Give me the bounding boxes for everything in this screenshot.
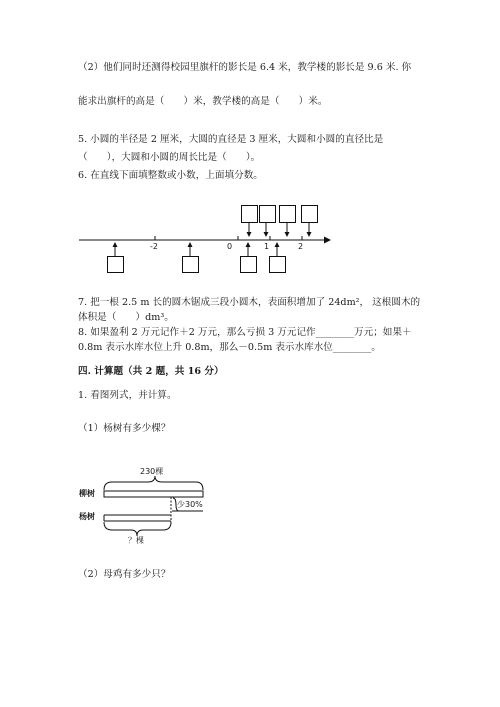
diagram-less-label: 少30% xyxy=(177,500,203,509)
q7-line2: 体积是（ ）dm³。 xyxy=(78,312,174,323)
q8-line1: 8. 如果盈利 2 万元记作＋2 万元，那么亏损 3 万元记作________万元；如果＋ xyxy=(78,327,412,338)
diagram-unknown-label: ？棵 xyxy=(128,536,144,545)
q5-line1: 5. 小圆的半径是 2 厘米，大圆的直径是 3 厘米，大圆和小圆的直径比是 xyxy=(78,134,384,145)
q6-text: 6. 在直线下面填整数或小数，上面填分数。 xyxy=(78,170,263,181)
q2-line2: 能求出旗杆的高是（ ）米，教学楼的高是（ ）米。 xyxy=(78,96,328,107)
q7-line1: 7. 把一根 2.5 m 长的圆木锯成三段小圆木，表面积增加了 24dm²， 这根圆木的 xyxy=(78,297,421,308)
tick-label-2: 2 xyxy=(298,242,304,251)
tick-label-0: 0 xyxy=(227,242,233,251)
diagram-poplar-label: 杨树 xyxy=(79,512,95,521)
tick-label-neg2: -2 xyxy=(150,242,158,251)
q5-line2: （ ），大圆和小圆的周长比是（ ）。 xyxy=(78,152,261,163)
q2-line1: （2）他们同时还测得校园里旗杆的影长是 6.4 米，教学楼的影长是 9.6 米. 你 xyxy=(78,62,412,73)
tick-label-1: 1 xyxy=(264,242,270,251)
calc-q1-sub1: （1）杨树有多少棵？ xyxy=(78,423,171,434)
diagram-willow-label: 柳树 xyxy=(79,489,95,498)
section-title: 四. 计算题（共 2 题，共 16 分） xyxy=(78,366,224,377)
calc-q1: 1. 看图列式，并计算。 xyxy=(78,390,177,401)
q8-line2: 0.8m 表示水库水位上升 0.8m，那么－0.5m 表示水库水位________。 xyxy=(78,342,381,353)
calc-q1-sub2: （2）母鸡有多少只？ xyxy=(78,569,171,580)
diagram-total-label: 230棵 xyxy=(140,467,164,476)
